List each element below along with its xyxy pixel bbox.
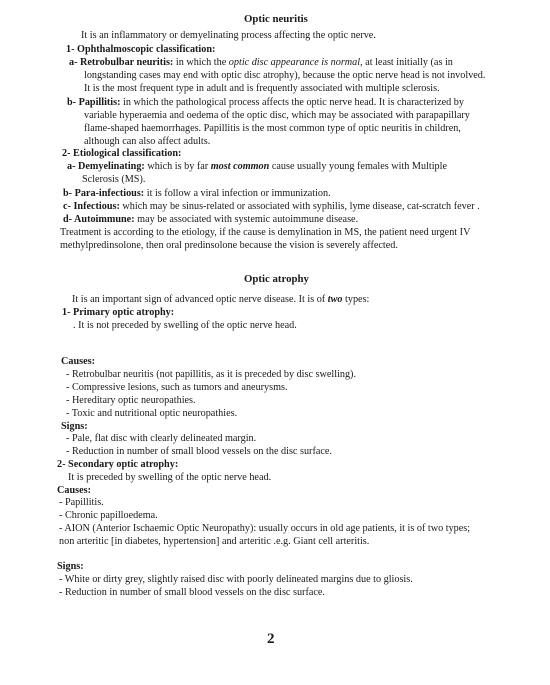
- causes2-heading: Causes:: [57, 485, 91, 496]
- sign2-item: - Reduction in number of small blood vessels on the disc surface.: [59, 587, 325, 598]
- retrobulbar-line-3: It is the most frequent type in adult and is frequently associated with multiple sclerosis.: [84, 83, 440, 94]
- treatment-line-1: Treatment is according to the etiology, if the cause is demylination in MS, the patient need urgent IV: [60, 227, 471, 238]
- autoimmune-line: d- Autoimmune: may be associated with systemic autoimmune disease.: [63, 214, 359, 225]
- infectious-label: c- Infectious:: [63, 201, 120, 212]
- section-title-neuritis: Optic neuritis: [244, 13, 308, 25]
- papillitis-line-1: b- Papillitis: in which the pathological process affects the optic nerve head. It is characterized by: [67, 97, 464, 108]
- cause-item: - Compressive lesions, such as tumors and aneurysms.: [66, 382, 288, 393]
- demyelinating-line-1: a- Demyelinating: which is by far most common cause usually young females with Multiple: [67, 161, 448, 172]
- cause2-item: - Papillitis.: [59, 497, 104, 508]
- demyelinating-line-2: Sclerosis (MS).: [82, 174, 146, 185]
- cause2-item: - AION (Anterior Ischaemic Optic Neuropathy): usually occurs in old age patients, it is of two types;: [59, 523, 471, 534]
- ophthalmoscopic-heading: 1- Ophthalmoscopic classification:: [66, 44, 216, 55]
- primary-atrophy-text: . It is not preceded by swelling of the optic nerve head.: [73, 320, 297, 331]
- autoimmune-label: d- Autoimmune:: [63, 214, 135, 225]
- treatment-line-2: methylpredinsolone, then oral predinsolone because the vision is severely affected.: [60, 240, 398, 251]
- secondary-atrophy-text: It is preceded by swelling of the optic nerve head.: [68, 472, 272, 483]
- cause2-item: - Chronic papilloedema.: [59, 510, 158, 521]
- retrobulbar-line-1: a- Retrobulbar neuritis: in which the optic disc appearance is normal, at least initially (as in: [69, 57, 453, 68]
- cause-item: - Hereditary optic neuropathies.: [66, 395, 196, 406]
- causes-heading: Causes:: [61, 356, 95, 367]
- signs2-heading: Signs:: [57, 561, 84, 572]
- retrobulbar-label: a- Retrobulbar neuritis:: [69, 57, 174, 68]
- page-number: 2: [267, 631, 275, 647]
- cause2-item: non arteritic [in diabetes, hypertension] and arteritic .e.g. Giant cell arteritis.: [59, 536, 370, 547]
- primary-atrophy-heading: 1- Primary optic atrophy:: [62, 307, 175, 318]
- papillitis-label: b- Papillitis:: [67, 97, 121, 108]
- retrobulbar-line-2: longstanding cases may end with optic disc atrophy), because the optic nerve head is not involved.: [84, 70, 486, 81]
- sign2-item: - White or dirty grey, slightly raised disc with poorly delineated margins due to gliosis.: [59, 574, 413, 585]
- section-title-atrophy: Optic atrophy: [244, 273, 309, 285]
- cause-item: - Retrobulbar neuritis (not papillitis, as it is preceded by disc swelling).: [66, 369, 357, 380]
- infectious-line: c- Infectious: which may be sinus-related or associated with syphilis, lyme disease, cat-scratch fever .: [63, 201, 480, 212]
- sign-item: - Pale, flat disc with clearly delineated margin.: [66, 433, 257, 444]
- secondary-atrophy-heading: 2- Secondary optic atrophy:: [57, 459, 179, 470]
- sign-item: - Reduction in number of small blood vessels on the disc surface.: [66, 446, 332, 457]
- parainfectious-line: b- Para-infectious: it is follow a viral infection or immunization.: [63, 188, 331, 199]
- etiological-heading: 2- Etiological classification:: [62, 148, 182, 159]
- demyelinating-label: a- Demyelinating:: [67, 161, 145, 172]
- atrophy-intro: It is an important sign of advanced optic nerve disease. It is of two types:: [72, 294, 370, 305]
- signs-heading: Signs:: [61, 421, 88, 432]
- cause-item: - Toxic and nutritional optic neuropathies.: [66, 408, 238, 419]
- papillitis-line-2: variable hyperaemia and oedema of the optic disc, which may be associated with parapapillary: [84, 110, 470, 121]
- parainfectious-label: b- Para-infectious:: [63, 188, 145, 199]
- neuritis-intro: It is an inflammatory or demyelinating process affecting the optic nerve.: [81, 30, 376, 41]
- papillitis-line-4: although can also affect adults.: [84, 136, 211, 147]
- papillitis-line-3: flame-shaped haemorrhages. Papillitis is the most common type of optic neuritis in children,: [84, 123, 461, 134]
